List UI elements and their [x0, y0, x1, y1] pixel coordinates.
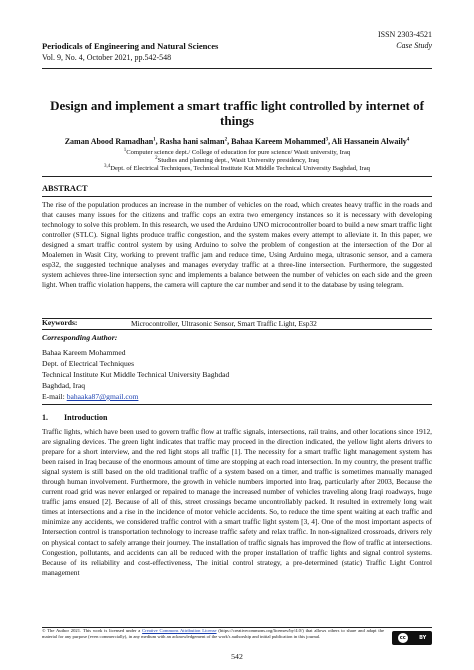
page-number: 542	[231, 652, 243, 661]
introduction-body: Traffic lights, which have been used to govern traffic flow at traffic signals, intersections, rail trains, and other locations since 1912, are signaling devices. The green light indicates that traffic may proceed in the direction indicated, the yellow light alerts drivers to prepare for a short interview, and the red light stops all traffic [1]. The necessity for a smart traffic light management system has been raised in Iraq because of the enormous amount of time are stopping at each road intersection. In my country, the present traffic signal system is still based on the old traditional traffic of a system based on a timer, and traffic is sometimes manually managed through human involvement. Furthermore, the growth in vehicle numbers imported into Iraq, particularly after 2003, Because the current road grid was never enlarged or repaired to manage the increased number of vehicles traveling along Iraqi roadways, huge traffic jams ensued [2]. Because of all of this, street crossings became uncontrollably packed. It resulted in extremely long wait times at intersections and a rise in the incidence of motor vehicle accidents. So, to reduce the time spent waiting at each traffic and minimize any accidents, we considered traffic control with a smart traffic light system [3, 4]. One of the most important aspects of Intersection control is transportation technology to increase traffic safety and relax traffic. In non-signalized crossroads, drivers rely on physical contact to safely arrange their journey. The installation of traffic signals has improved the flow of traffic at intersections. Congestion, pollutants, and accidents can all be reduced with the proper installation of traffic lights and signal control systems. Because of its reliability and cost-effectiveness, The initial control strategy, a pre-determined (static) Traffic Light Control management	[42, 427, 432, 577]
section-number: 1.	[42, 413, 48, 422]
affiliation-sup: 1	[123, 147, 127, 153]
corresponding-email-line	[42, 392, 138, 401]
email-label: E-mail:	[42, 392, 67, 401]
by-icon: BY	[419, 635, 427, 641]
author-name: Ali Hassanein Alwaily	[331, 137, 407, 146]
affiliation-sup: 2	[155, 155, 158, 161]
affiliation-text: Dept. of Electrical Techniques, Technical Institute Kut Middle Technical University Baghdad, Iraq	[110, 165, 370, 172]
keywords-value: Microcontroller, Ultrasonic Sensor, Smart Traffic Light, Esp32	[131, 319, 317, 328]
cc-icon: cc	[398, 633, 408, 643]
keywords-rule-bottom	[42, 329, 432, 330]
affiliation-2	[42, 157, 432, 164]
keywords-label: Keywords:	[42, 318, 78, 327]
corresponding-city: Baghdad, Iraq	[42, 381, 86, 390]
affiliation-sup: 3,4	[104, 163, 111, 169]
license-suffix: (https://creativecommons.org/licenses/by/4.0/) that allows others to share and adapt the material for any purpose (even commercially), in any medium with an acknowledgement of the work's authorship and initial publication in this journal.	[42, 628, 384, 639]
author-name: Rasha hani salman	[159, 137, 225, 146]
license-prefix: © The Author 2021. This work is licensed under a	[42, 628, 143, 633]
author-list	[42, 137, 432, 146]
author-sup: 2	[224, 137, 228, 143]
corresponding-institute: Technical Institute Kut Middle Technical University Baghdad	[42, 370, 230, 379]
abstract-rule-top	[42, 176, 432, 177]
abstract-heading: ABSTRACT	[42, 184, 88, 193]
corresponding-rule	[42, 404, 432, 405]
author-name: Bahaa Kareem Mohammed	[231, 137, 326, 146]
license-footnote	[42, 628, 384, 640]
issn: ISSN 2303-4521	[377, 30, 432, 39]
corresponding-name: Bahaa Kareem Mohammed	[42, 348, 126, 357]
author-sep: ,	[155, 137, 160, 146]
author-name: Zaman Abood Ramadhan	[64, 137, 154, 146]
corresponding-dept: Dept. of Electrical Techniques	[42, 359, 135, 368]
journal-name: Periodicals of Engineering and Natural Sciences	[42, 41, 219, 51]
section-title: Introduction	[64, 413, 108, 422]
affiliation-1	[42, 149, 432, 156]
header-rule	[42, 68, 432, 69]
abstract-rule-mid	[42, 196, 432, 197]
abstract-body: The rise of the population produces an increase in the number of vehicles on the road, which creates heavy traffic in the roads and that causes many issues for the citizens and traffic cops an extra two emergency instances so it is necessary with developing technology to solve this problem. In this research, we used the Arduino UNO microcontroller board to build a new smart traffic light controller (STLC). Signal lights produce traffic congestion, and the system makes every attempt to alleviate it. In this paper, we designed a smart traffic control system by using Arduino to solve the problem of congestion at the intersection of the Dor al Moalemen in Wasit City, working to prevent traffic jam and reduce time, Using Arduino mega, ultrasonic sensor, and a camera esp32, the suggested technique analyses and manages everyday traffic at a three-line intersection. Furthermore, the suggested system achieves three-line intersection sync and implements a balance between the number of vehicles on each side and the green light. When traffic violation happens, the camera will capture the car number and send it to the database by using telegram.	[42, 200, 432, 290]
volume-info: Vol. 9, No. 4, October 2021, pp.542-548	[42, 53, 172, 62]
author-sep: ,	[227, 137, 232, 146]
cc-by-badge[interactable]	[392, 631, 432, 645]
affiliation-3	[42, 165, 432, 172]
license-link[interactable]: Creative Commons Attribution License	[142, 628, 217, 633]
article-type: Case Study	[396, 41, 432, 50]
email-link[interactable]: bahaaka87@gmail.com	[66, 392, 139, 401]
author-sep: ,	[328, 137, 332, 146]
corresponding-heading: Corresponding Author:	[42, 333, 118, 342]
affiliation-text: Studies and planning dept., Wasit University presidency, Iraq	[157, 157, 319, 164]
author-sup: 4	[406, 137, 410, 143]
affiliation-text: Computer science dept./ College of education for pure science/ Wasit university, Iraq	[126, 149, 351, 156]
paper-title: Design and implement a smart traffic light controlled by internet of things	[50, 98, 424, 128]
author-sup: 1	[153, 137, 156, 143]
section-heading-introduction	[42, 413, 107, 422]
author-sup: 3	[325, 137, 329, 143]
